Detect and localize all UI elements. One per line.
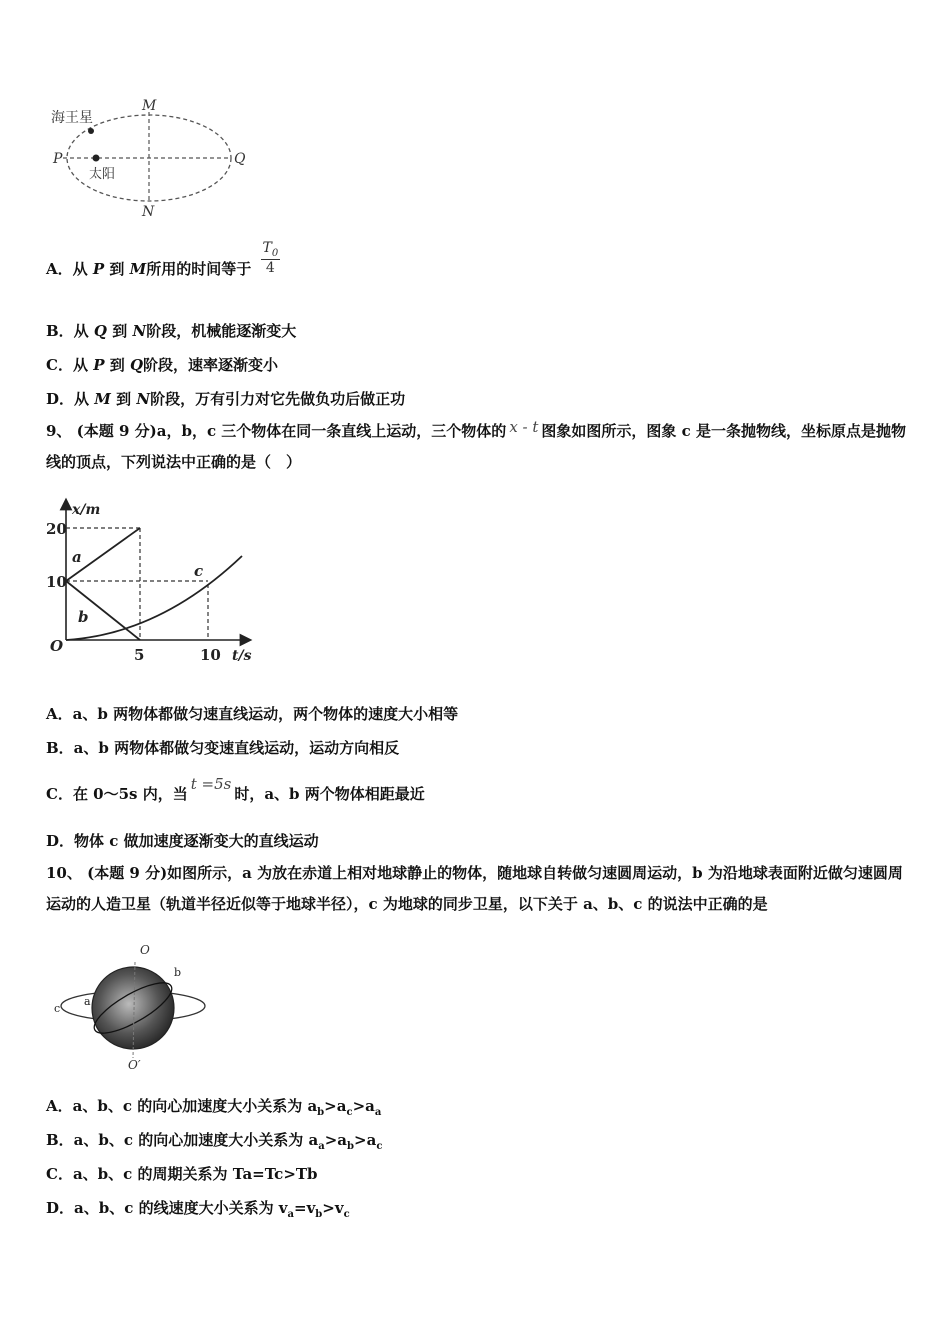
curve-c — [66, 556, 242, 640]
var: N — [132, 322, 147, 340]
origin-label: O — [50, 637, 64, 655]
var: Q — [129, 356, 144, 374]
y-tick-10: 10 — [46, 573, 67, 591]
label-o-top: O — [140, 943, 150, 957]
q9-stem — [46, 416, 906, 478]
sym: a — [308, 1131, 319, 1149]
earth-figure — [50, 940, 215, 1072]
var: P — [92, 259, 105, 278]
m-label: M — [142, 98, 157, 114]
x-t-graph — [40, 496, 260, 674]
x-axis-label: t/s — [232, 648, 252, 664]
text: A．a、b、c 的向心加速度大小关系为 — [46, 1097, 308, 1115]
text: 到 — [109, 356, 125, 374]
sym: a — [307, 1097, 318, 1115]
op: > — [324, 1131, 338, 1149]
sub: b — [315, 1209, 323, 1220]
sym: a — [336, 1097, 347, 1115]
sub: c — [376, 1141, 383, 1152]
text: 到 — [109, 259, 125, 278]
op: > — [322, 1199, 335, 1217]
stem-math: x - t — [509, 418, 539, 436]
frac-den: 4 — [265, 259, 275, 276]
earth — [92, 967, 174, 1049]
var: P — [93, 356, 105, 374]
y-tick-20: 20 — [46, 520, 67, 538]
text: D．a、b、c 的线速度大小关系为 — [46, 1199, 279, 1217]
q-label: Q — [234, 151, 246, 167]
q10-stem: 10、 (本题 9 分)如图所示，a 为放在赤道上相对地球静止的物体，随地球自转做匀速圆周运动，b 为沿地球表面附近做匀速圆周运动的人造卫星（轨道半径近似等于地球半径），c 为地球的同步卫星，以下关于 a、b、c 的说法中正确的是 — [46, 864, 903, 913]
n-label: N — [142, 204, 155, 220]
sub: a — [374, 1107, 382, 1118]
stem-text: 图象如图所示，图象 c 是一条抛物线，坐标原点是抛物线的顶点，下列说法中正确的是（ ） — [46, 422, 906, 471]
q9-option-d: D．物体 c 做加速度逐渐变大的直线运动 — [46, 832, 319, 850]
q8-option-b — [46, 320, 296, 341]
q10-option-d — [46, 1197, 350, 1220]
p-label: P — [53, 151, 63, 167]
text: 所用的时间等于 — [146, 259, 252, 278]
text: 阶段，机械能逐渐变大 — [146, 322, 297, 340]
sym: a — [337, 1131, 347, 1149]
label-o-bottom: O′ — [128, 1058, 141, 1072]
op: > — [354, 1131, 367, 1149]
text: C．在 0～5s 内，当 — [46, 785, 188, 803]
sym: v — [306, 1199, 316, 1217]
label-b: b — [174, 966, 182, 979]
math: t =5s — [190, 775, 232, 793]
text: 阶段，速率逐渐变小 — [143, 356, 279, 374]
text: 到 — [112, 322, 128, 340]
q10-option-c: C．a、b、c 的周期关系为 Ta=Tc>Tb — [46, 1165, 318, 1183]
label-a: a — [72, 548, 82, 566]
text: 到 — [116, 390, 132, 408]
op: = — [294, 1199, 307, 1217]
q9-option-b: B．a、b 两物体都做匀变速直线运动，运动方向相反 — [46, 739, 400, 757]
sub: a — [318, 1141, 325, 1152]
text: B．从 — [46, 322, 89, 340]
frac-num: T — [262, 240, 272, 256]
op: > — [352, 1097, 366, 1115]
y-axis-label: x/m — [72, 502, 101, 518]
var: M — [129, 259, 147, 278]
q10-option-b — [46, 1129, 382, 1152]
q8-option-c — [46, 354, 278, 375]
sun-label: 太阳 — [89, 167, 116, 182]
text: 时，a、b 两个物体相距最近 — [234, 785, 425, 803]
sub: c — [346, 1107, 353, 1118]
sub: b — [347, 1141, 354, 1152]
q9-option-a: A．a、b 两物体都做匀速直线运动，两个物体的速度大小相等 — [46, 705, 459, 723]
var: N — [136, 390, 151, 408]
label-c: c — [54, 1002, 61, 1015]
sub: c — [343, 1209, 350, 1220]
orbit-figure — [48, 98, 263, 223]
stem-text: 9、 (本题 9 分)a，b，c 三个物体在同一条直线上运动，三个物体的 — [46, 422, 507, 440]
q9-option-c — [46, 775, 425, 804]
var: Q — [93, 322, 107, 340]
fraction-t0-over-4 — [261, 240, 281, 276]
text: D．从 — [46, 390, 90, 408]
sun-dot — [93, 155, 100, 162]
label-a: a — [84, 995, 91, 1008]
sym: a — [365, 1097, 375, 1115]
q8-option-a — [46, 240, 280, 288]
q8-option-d — [46, 388, 405, 409]
text: C．从 — [46, 356, 88, 374]
neptune-label: 海王星 — [51, 110, 93, 126]
text: A．从 — [46, 259, 88, 278]
sub: a — [287, 1209, 294, 1220]
x-tick-5: 5 — [134, 646, 145, 664]
q10-option-a — [46, 1095, 381, 1118]
sym: a — [366, 1131, 377, 1149]
sym: v — [278, 1199, 288, 1217]
text: B．a、b、c 的向心加速度大小关系为 — [46, 1131, 309, 1149]
label-b: b — [78, 608, 89, 626]
text: 阶段，万有引力对它先做负功后做正功 — [150, 390, 406, 408]
op: > — [324, 1097, 337, 1115]
sym: v — [334, 1199, 344, 1217]
label-c: c — [194, 562, 204, 580]
neptune-dot — [88, 128, 94, 134]
sub: b — [317, 1107, 325, 1118]
frac-sub: 0 — [271, 247, 279, 259]
x-tick-10: 10 — [200, 646, 221, 664]
var: M — [94, 390, 111, 408]
